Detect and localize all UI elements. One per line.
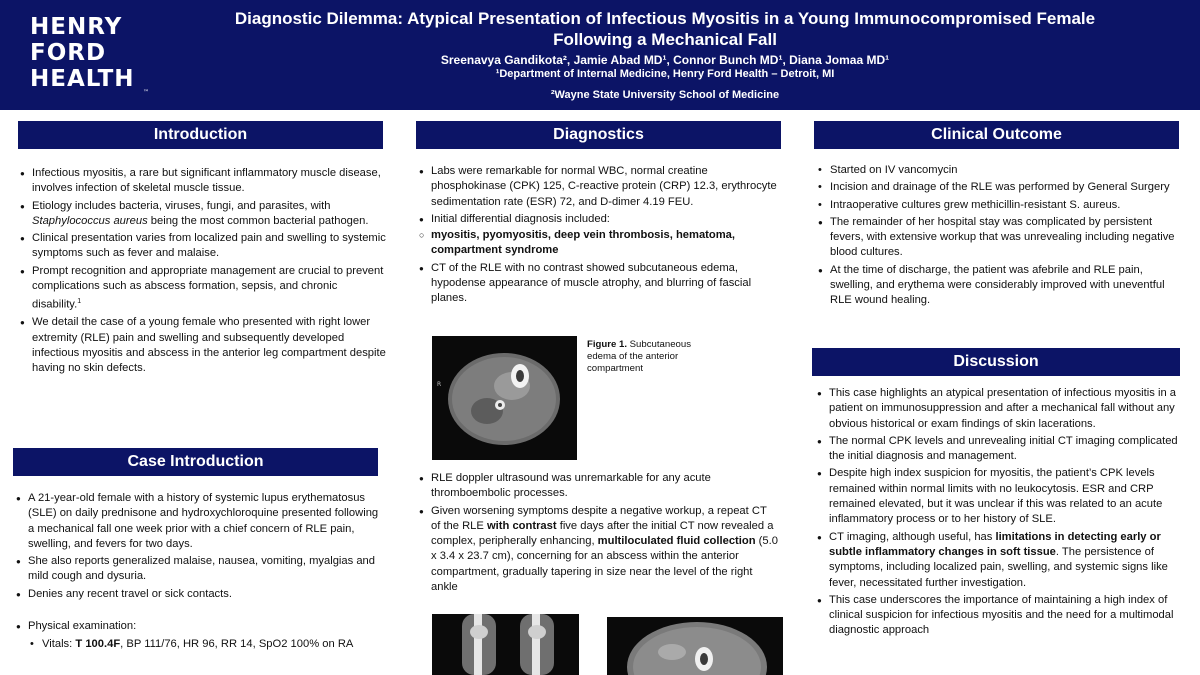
outcome-bullet: • Intraoperative cultures grew methicillin-resistant S. aureus. <box>830 198 1180 213</box>
poster-title-line-2: Following a Mechanical Fall <box>553 30 777 49</box>
section-header-diagnostics: Diagnostics <box>416 121 781 149</box>
svg-text:R: R <box>437 381 442 388</box>
section-header-introduction: Introduction <box>18 121 383 149</box>
case-bullet: ● Denies any recent travel or sick contacts. <box>28 587 382 602</box>
header-text <box>130 8 1200 101</box>
section-header-clinical-outcome: Clinical Outcome <box>814 121 1179 149</box>
intro-bullet: ● Etiology includes bacteria, viruses, fungi, and parasites, with Staphylococcus aureus being the most common bacterial pathogen. <box>32 199 386 230</box>
author-list: Sreenavya Gandikota², Jamie Abad MD¹, Connor Bunch MD¹, Diana Jomaa MD¹ <box>440 53 890 67</box>
diagnostics-content-2 <box>417 471 779 597</box>
section-header-discussion: Discussion <box>812 348 1180 376</box>
intro-bullet: ● We detail the case of a young female who presented with right lower extremity (RLE) pain and swelling and subsequently developed infectious myositis and abscess in the anterior leg compartment despite having no skin defects. <box>32 315 386 376</box>
case-introduction-content <box>14 491 382 655</box>
outcome-bullet: ● At the time of discharge, the patient was afebrile and RLE pain, swelling, and erythema were considerably improved with uneventful RLE wound healing. <box>830 263 1180 309</box>
poster-title-line-1: Diagnostic Dilemma: Atypical Presentation of Infectious Myositis in a Young Immunocompromised Female <box>234 9 1096 28</box>
case-bullet: ● She also reports generalized malaise, nausea, vomiting, myalgias and mild cough and dysuria. <box>28 554 382 585</box>
diagnostics-bullet: ● Initial differential diagnosis included: <box>431 212 782 227</box>
figure-1-caption: Figure 1. Subcutaneous edema of the anterior compartment <box>587 339 691 374</box>
discussion-bullet: ● CT imaging, although useful, has limitations in detecting early or subtle inflammatory changes in soft tissue. The persistence of symptoms, including localized pain, swelling, and systemic signs like fever, necessitated further investigation. <box>829 530 1180 591</box>
diagnostics-bullet: ● Given worsening symptoms despite a negative workup, a repeat CT of the RLE with contrast five days after the initial CT now revealed a complex, peripherally enhancing, multiloculated fluid collection (5.0 x 3.4 x 23.7 cm), concerning for an abscess within the anterior compartment, gradually tapering in size near the level of the right ankle <box>431 504 779 596</box>
section-header-case-introduction: Case Introduction <box>13 448 378 476</box>
affiliation-2: ²Wayne State University School of Medicine <box>550 89 780 101</box>
figure-2-ct-coronal-image <box>432 614 579 675</box>
diagnostics-bullet: ● Labs were remarkable for normal WBC, normal creatine phosphokinase (CPK) 125, C-reactive protein (CRP) 12.3, erythrocyte sedimentation rate (ESR) 72, and D-dimer 4.19 FEU. <box>431 164 782 210</box>
affiliation-1: ¹Department of Internal Medicine, Henry Ford Health – Detroit, MI <box>495 68 835 80</box>
diagnostics-bullet: ● CT of the RLE with no contrast showed subcutaneous edema, hypodense appearance of muscle atrophy, and blurring of fascial planes. <box>431 261 782 307</box>
introduction-content <box>18 166 386 379</box>
vitals-item: • Vitals: T 100.4F, BP 111/76, HR 96, RR 14, SpO2 100% on RA <box>42 637 382 652</box>
figure-1-ct-image <box>432 336 577 460</box>
figure-3-ct-contrast-image <box>607 617 783 675</box>
case-bullet: ● A 21-year-old female with a history of systemic lupus erythematosus (SLE) on daily prednisone and hydroxychloroquine presented following a mechanical fall one week prior with a chief concern of RLE pain, swelling, and fevers for two days. <box>28 491 382 552</box>
discussion-bullet: ● This case underscores the importance of maintaining a high index of clinical suspicion for infectious myositis and the need for a multimodal diagnostic approach <box>829 593 1180 639</box>
intro-bullet: ● Prompt recognition and appropriate management are crucial to prevent complications such as abscess formation, sepsis, and chronic disability.$^1$ <box>32 264 386 314</box>
case-bullet: ● Physical examination: <box>28 619 382 634</box>
differential-list: ○ myositis, pyomyositis, deep vein thrombosis, hematoma, compartment syndrome <box>431 228 782 259</box>
intro-bullet: ● Infectious myositis, a rare but significant inflammatory muscle disease, involves infection of skeletal muscle tissue. <box>32 166 386 197</box>
ct-axial-image <box>432 336 577 460</box>
outcome-bullet: • Incision and drainage of the RLE was performed by General Surgery <box>830 180 1180 195</box>
clinical-outcome-content <box>816 163 1180 311</box>
logo-line-3: HEALTH <box>30 66 135 92</box>
diagnostics-bullet: ● RLE doppler ultrasound was unremarkable for any acute thromboembolic processes. <box>431 471 779 502</box>
discussion-bullet: ● Despite high index suspicion for myositis, the patient’s CPK levels remained within normal limits with no leukocytosis. ESR and CRP remained elevated, but it was unclear if this was related to an acute inflammatory process or to her history of SLE. <box>829 466 1180 527</box>
discussion-bullet: ● The normal CPK levels and unrevealing initial CT imaging complicated the initial diagnosis and management. <box>829 434 1180 465</box>
discussion-bullet: ● This case highlights an atypical presentation of infectious myositis in a patient on immunosuppression and after a mechanical fall without any obvious historical or exam findings of skin lacerations. <box>829 386 1180 432</box>
logo-line-1: HENRY <box>30 14 123 40</box>
logo-line-2: FORD <box>30 40 107 66</box>
henry-ford-health-logo: HENRY FORD HEALTH ™ <box>30 14 149 96</box>
outcome-bullet: • Started on IV vancomycin <box>830 163 1180 178</box>
intro-bullet: ● Clinical presentation varies from localized pain and swelling to systemic symptoms such as fever and malaise. <box>32 231 386 262</box>
outcome-bullet: ● The remainder of her hospital stay was complicated by persistent fevers, with extensive workup that was unrevealing including negative blood cultures. <box>830 215 1180 261</box>
poster-header <box>0 0 1200 110</box>
diagnostics-content <box>417 164 782 309</box>
discussion-content <box>815 386 1180 641</box>
